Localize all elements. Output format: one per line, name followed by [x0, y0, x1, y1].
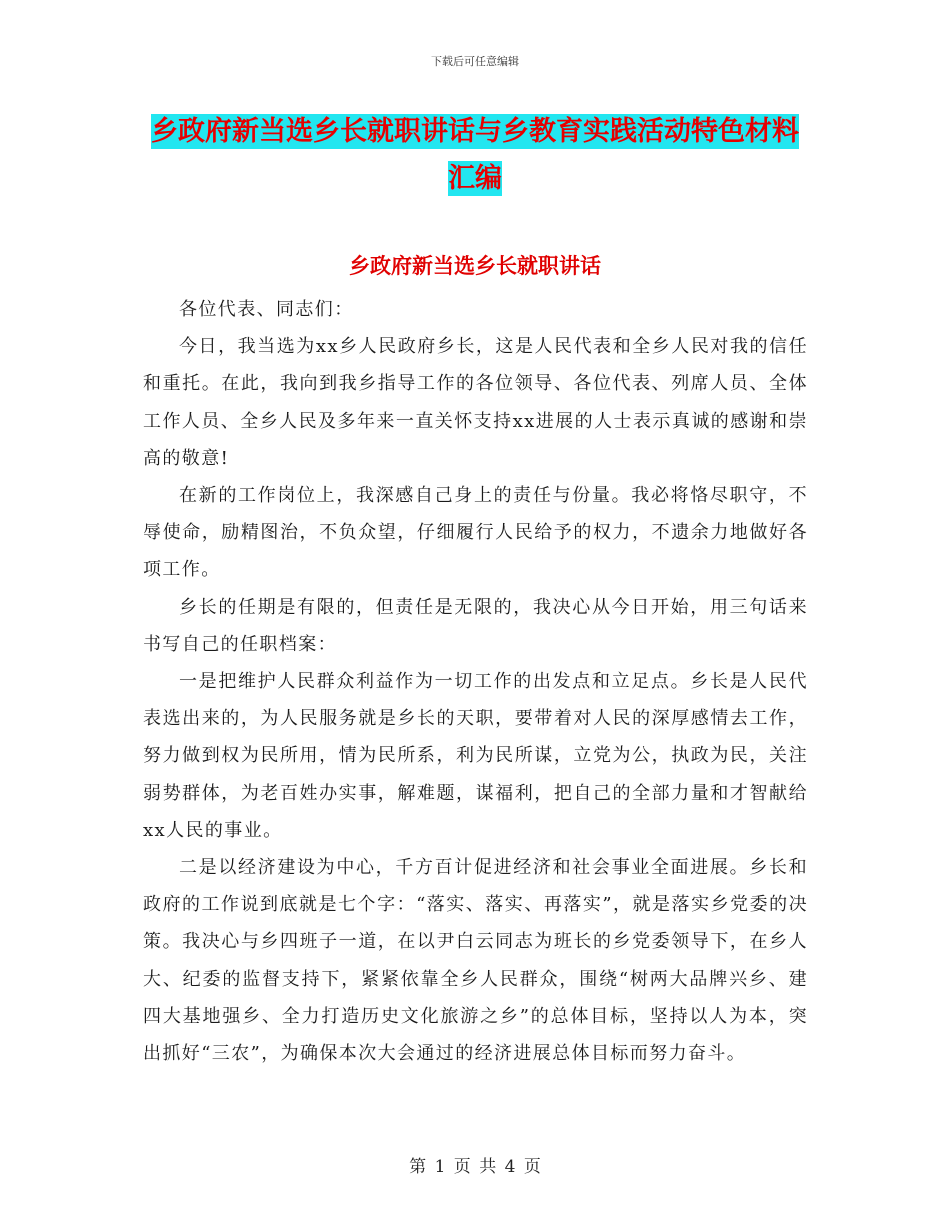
paragraph: 乡长的任期是有限的，但责任是无限的，我决心从今日开始，用三句话来书写自己的任职档案：	[143, 596, 808, 655]
page-header-note: 下载后可任意编辑	[431, 55, 519, 68]
section-title: 乡政府新当选乡长就职讲话	[349, 253, 601, 278]
page-number: 第 1 页 共 4 页	[409, 1157, 541, 1177]
document-title-text: 乡政府新当选乡长就职讲话与乡教育实践活动特色材料汇编	[151, 116, 799, 194]
paragraph: 今日，我当选为xx乡人民政府乡长，这是人民代表和全乡人民对我的信任和重托。在此，我向到我乡指导工作的各位领导、各位代表、列席人员、全体工作人员、全乡人民及多年来一直关怀支持xx进展的人士表示真诚的感谢和崇高的敬意!	[143, 336, 808, 469]
document-title	[140, 108, 810, 202]
paragraph: 一是把维护人民群众利益作为一切工作的出发点和立足点。乡长是人民代表选出来的，为人民服务就是乡长的天职，要带着对人民的深厚感情去工作，努力做到权为民所用，情为民所系，利为民所谋，立党为公，执政为民，关注弱势群体，为老百姓办实事，解难题，谋福利，把自己的全部力量和才智献给xx人民的事业。	[143, 671, 808, 841]
paragraph: 在新的工作岗位上，我深感自己身上的责任与份量。我必将恪尽职守，不辱使命，励精图治，不负众望，仔细履行人民给予的权力，不遗余力地做好各项工作。	[143, 485, 808, 581]
paragraph: 二是以经济建设为中心，千方百计促进经济和社会事业全面进展。乡长和政府的工作说到底就是七个字：“落实、落实、再落实”，就是落实乡党委的决策。我决心与乡四班子一道，在以尹白云同志为班长的乡党委领导下，在乡人大、纪委的监督支持下，紧紧依靠全乡人民群众，围绕“树两大品牌兴乡、建四大基地强乡、全力打造历史文化旅游之乡”的总体目标，坚持以人为本，突出抓好“三农”，为确保本次大会通过的经济进展总体目标而努力奋斗。	[143, 857, 808, 1065]
paragraph-salutation: 各位代表、同志们：	[179, 299, 354, 320]
document-body	[143, 291, 808, 1072]
